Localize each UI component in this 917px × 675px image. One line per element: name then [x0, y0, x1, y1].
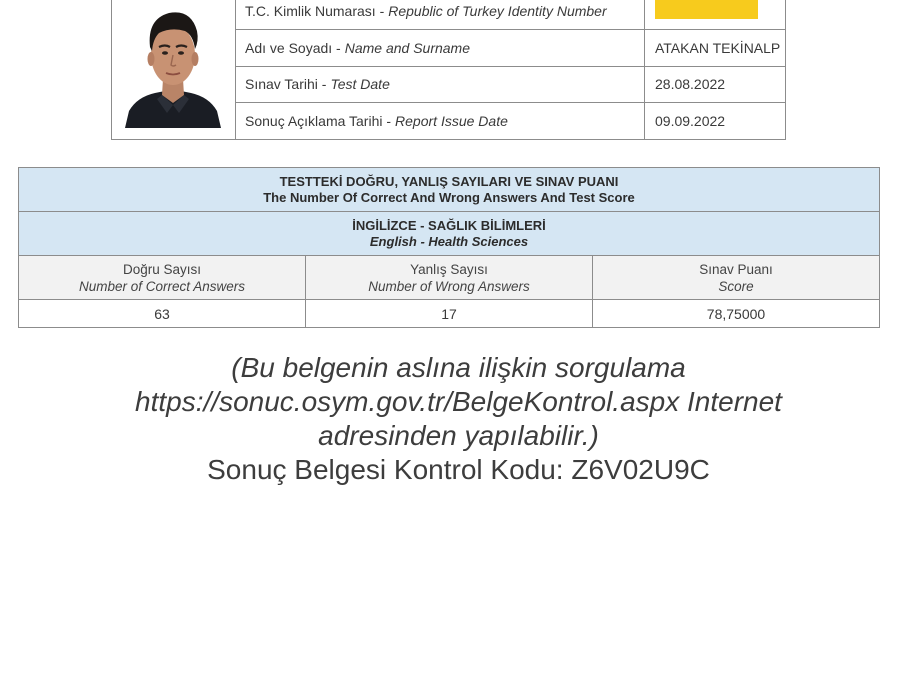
redaction-block [655, 0, 758, 19]
wrong-count-value: 17 [306, 300, 593, 327]
identity-row-name [236, 30, 785, 67]
test-date-label [236, 67, 645, 103]
label-tr: Sınav Tarihi - [245, 76, 327, 93]
label-en: Republic of Turkey Identity Number [388, 2, 607, 19]
column-header-wrong [306, 256, 593, 299]
column-header-en: Score [718, 278, 754, 294]
column-header-tr: Yanlış Sayısı [410, 261, 488, 277]
scores-title-en: The Number Of Correct And Wrong Answers And Test Score [263, 189, 635, 205]
label-tr: Adı ve Soyadı - [245, 39, 341, 56]
identity-row-issue-date [236, 103, 785, 139]
issue-date-label [236, 103, 645, 139]
column-header-en: Number of Correct Answers [78, 278, 246, 294]
score-value: 78,75000 [706, 305, 766, 322]
section-band [19, 212, 879, 256]
id-number-label [236, 0, 645, 29]
column-header-en: Number of Wrong Answers [368, 278, 530, 294]
candidate-photo [123, 1, 223, 128]
verification-line-3: adresinden yapılabilir.) [318, 420, 599, 451]
identity-row-id-number [236, 0, 785, 30]
label-tr: Sonuç Açıklama Tarihi - [245, 113, 392, 130]
label-en: Report Issue Date [395, 113, 508, 130]
issue-date-value: 09.09.2022 [655, 113, 726, 130]
scores-title-tr: TESTTEKİ DOĞRU, YANLIŞ SAYILARI VE SINAV PUANI [279, 173, 619, 189]
scores-title-band [19, 168, 879, 212]
scores-value-row [19, 300, 879, 327]
verification-line-1: (Bu belgenin aslına ilişkin sorgulama [231, 352, 686, 383]
identity-rows [236, 0, 785, 139]
photo-cell [112, 0, 236, 139]
name-value: ATAKAN TEKİNALP [655, 39, 781, 56]
column-header-tr: Doğru Sayısı [122, 261, 202, 277]
control-code: Sonuç Belgesi Kontrol Kodu: Z6V02U9C [207, 454, 710, 485]
column-header-tr: Sınav Puanı [699, 261, 773, 277]
column-header-score [593, 256, 879, 299]
test-date-value: 28.08.2022 [655, 76, 726, 93]
identity-table [111, 0, 786, 140]
correct-count-value: 63 [19, 300, 306, 327]
identity-row-test-date [236, 67, 785, 104]
scores-table [18, 167, 880, 328]
column-header-correct [19, 256, 306, 299]
name-label [236, 30, 645, 66]
verification-note [0, 351, 917, 487]
scores-header-row [19, 256, 879, 300]
id-number-value [645, 0, 785, 29]
section-title-tr: İNGİLİZCE - SAĞLIK BİLİMLERİ [352, 217, 546, 233]
label-en: Name and Surname [344, 39, 471, 56]
verification-url-line: https://sonuc.osym.gov.tr/BelgeKontrol.aspx Internet [135, 386, 782, 417]
section-title-en: English - Health Sciences [369, 233, 529, 249]
label-en: Test Date [330, 76, 390, 93]
label-tr: T.C. Kimlik Numarası - [245, 2, 385, 19]
